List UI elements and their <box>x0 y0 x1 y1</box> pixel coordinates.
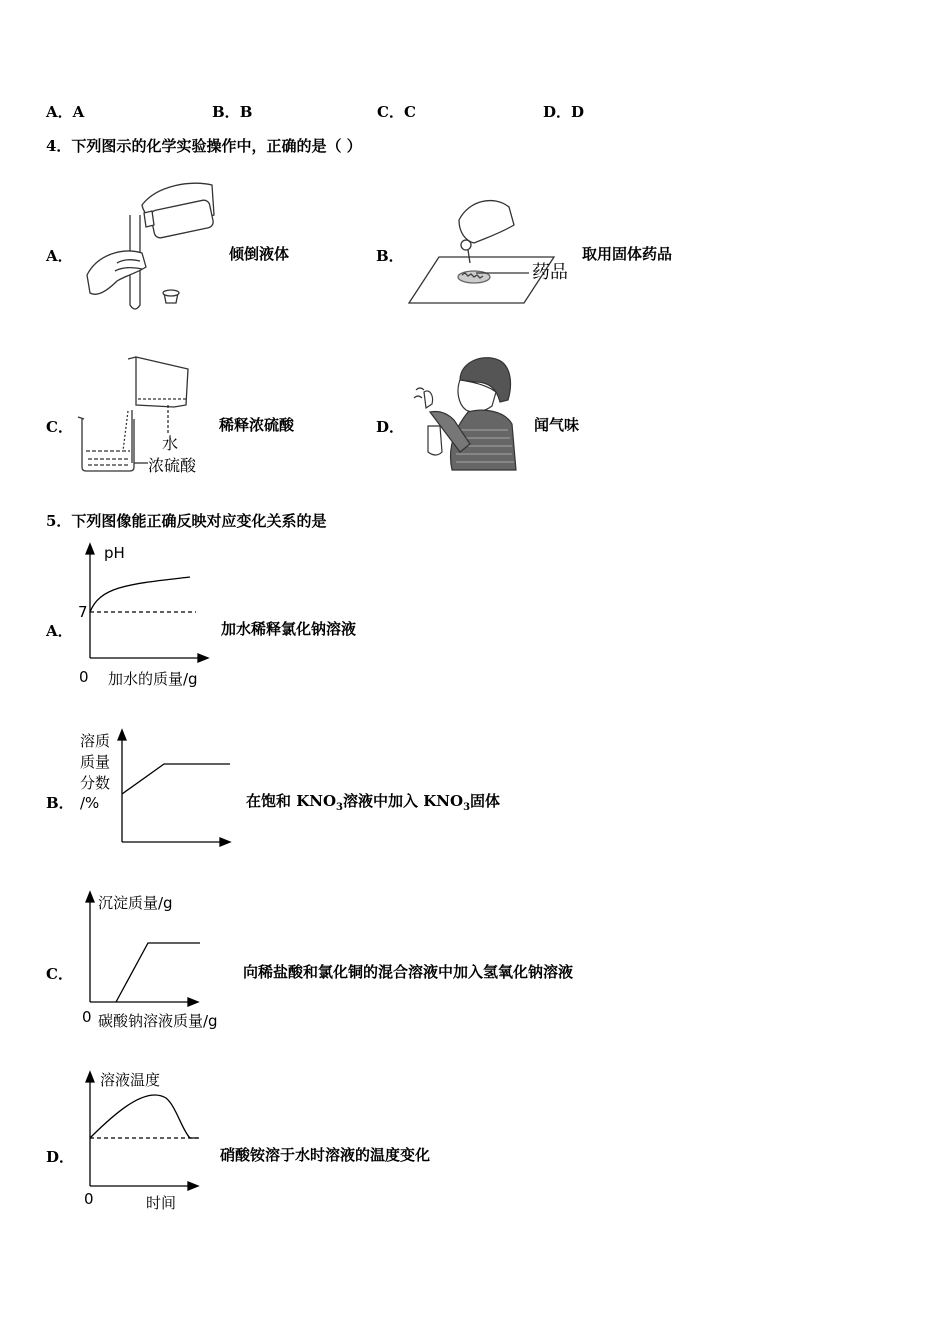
q3-option-c <box>377 103 416 121</box>
graph-c-x-label: 碳酸钠溶液质量/g <box>98 1012 218 1030</box>
q5-option-c-caption: 向稀盐酸和氯化铜的混合溶液中加入氢氧化钠溶液 <box>243 963 574 981</box>
graph-b-y-label-2: 质量 <box>80 753 111 771</box>
q4-option-c-caption: 稀释浓硫酸 <box>219 416 295 434</box>
q4-stem: 4．下列图示的化学实验操作中，正确的是（ ） <box>46 137 362 155</box>
q5-stem: 5．下列图像能正确反映对应变化关系的是 <box>46 512 327 530</box>
q3-option-a-text: A <box>72 103 85 121</box>
graph-d <box>76 1066 216 1216</box>
graph-c-origin: 0 <box>82 1008 92 1026</box>
q3-option-c-text: C <box>403 103 416 121</box>
q5-option-a-caption: 加水稀释氯化钠溶液 <box>221 620 357 638</box>
q5-option-b-caption-post: 固体 <box>470 792 501 810</box>
dilute-acid-illustration <box>76 355 212 477</box>
smell-gas-illustration <box>412 352 522 472</box>
q5-option-b-caption-sub2: 3 <box>463 802 471 813</box>
q4-option-d-letter: D． <box>376 418 405 436</box>
q3-option-b-letter: B． <box>212 103 240 121</box>
q4-option-a-caption: 倾倒液体 <box>229 245 290 263</box>
q5-option-b-caption-pre: 在饱和 KNO <box>246 792 337 810</box>
q3-option-b <box>212 103 252 121</box>
graph-a-origin: 0 <box>79 668 89 686</box>
graph-b-y-label-3: 分数 <box>80 774 111 792</box>
graph-d-curve <box>90 1095 198 1138</box>
q3-option-a-letter: A． <box>46 103 73 121</box>
graph-b-y-label-4: /% <box>80 794 100 812</box>
graph-b-curve <box>122 764 230 794</box>
q3-option-a <box>46 103 84 121</box>
q5-option-b-letter: B． <box>46 794 74 812</box>
q3-option-c-letter: C． <box>377 103 404 121</box>
q5-option-a-letter: A． <box>46 622 73 640</box>
q3-option-d <box>543 103 584 121</box>
q5-option-b-caption-mid: 溶液中加入 KNO <box>343 792 464 810</box>
q5-option-d-caption: 硝酸铵溶于水时溶液的温度变化 <box>220 1146 431 1164</box>
graph-a-curve <box>90 577 190 612</box>
graph-d-x-label: 时间 <box>146 1194 177 1212</box>
q4-option-b-letter: B． <box>376 247 404 265</box>
q5-option-b-caption <box>246 792 500 817</box>
graph-a-x-label: 加水的质量/g <box>108 670 198 688</box>
q3-option-d-text: D <box>571 103 585 121</box>
graph-c <box>74 886 236 1034</box>
q5-option-c-letter: C． <box>46 965 73 983</box>
graph-a-y-label: pH <box>104 544 125 562</box>
graph-a <box>70 540 220 692</box>
q5-option-b-caption-sub1: 3 <box>336 802 344 813</box>
q4-option-d-caption: 闻气味 <box>534 416 580 434</box>
solid-reagent-illustration <box>404 195 574 307</box>
q4-option-c-letter: C． <box>46 418 73 436</box>
pouring-liquid-illustration <box>82 175 222 310</box>
q3-option-d-letter: D． <box>543 103 572 121</box>
graph-c-y-label: 沉淀质量/g <box>98 894 173 912</box>
graph-c-curve <box>116 943 200 1002</box>
graph-d-y-label: 溶液温度 <box>100 1071 161 1089</box>
graph-b <box>76 724 236 850</box>
graph-a-ref-tick: 7 <box>78 603 88 621</box>
q4-option-b-figure-label: 药品 <box>532 262 568 283</box>
q5-option-d-letter: D． <box>46 1148 75 1166</box>
q4-option-c-acid-label: 浓硫酸 <box>148 456 197 475</box>
graph-d-origin: 0 <box>84 1190 94 1208</box>
q4-option-c-water-label: 水 <box>162 434 179 453</box>
q3-option-b-text: B <box>239 103 253 121</box>
q4-option-b-caption: 取用固体药品 <box>582 245 673 263</box>
graph-b-y-label-1: 溶质 <box>80 732 111 750</box>
q4-option-a-letter: A． <box>46 247 73 265</box>
